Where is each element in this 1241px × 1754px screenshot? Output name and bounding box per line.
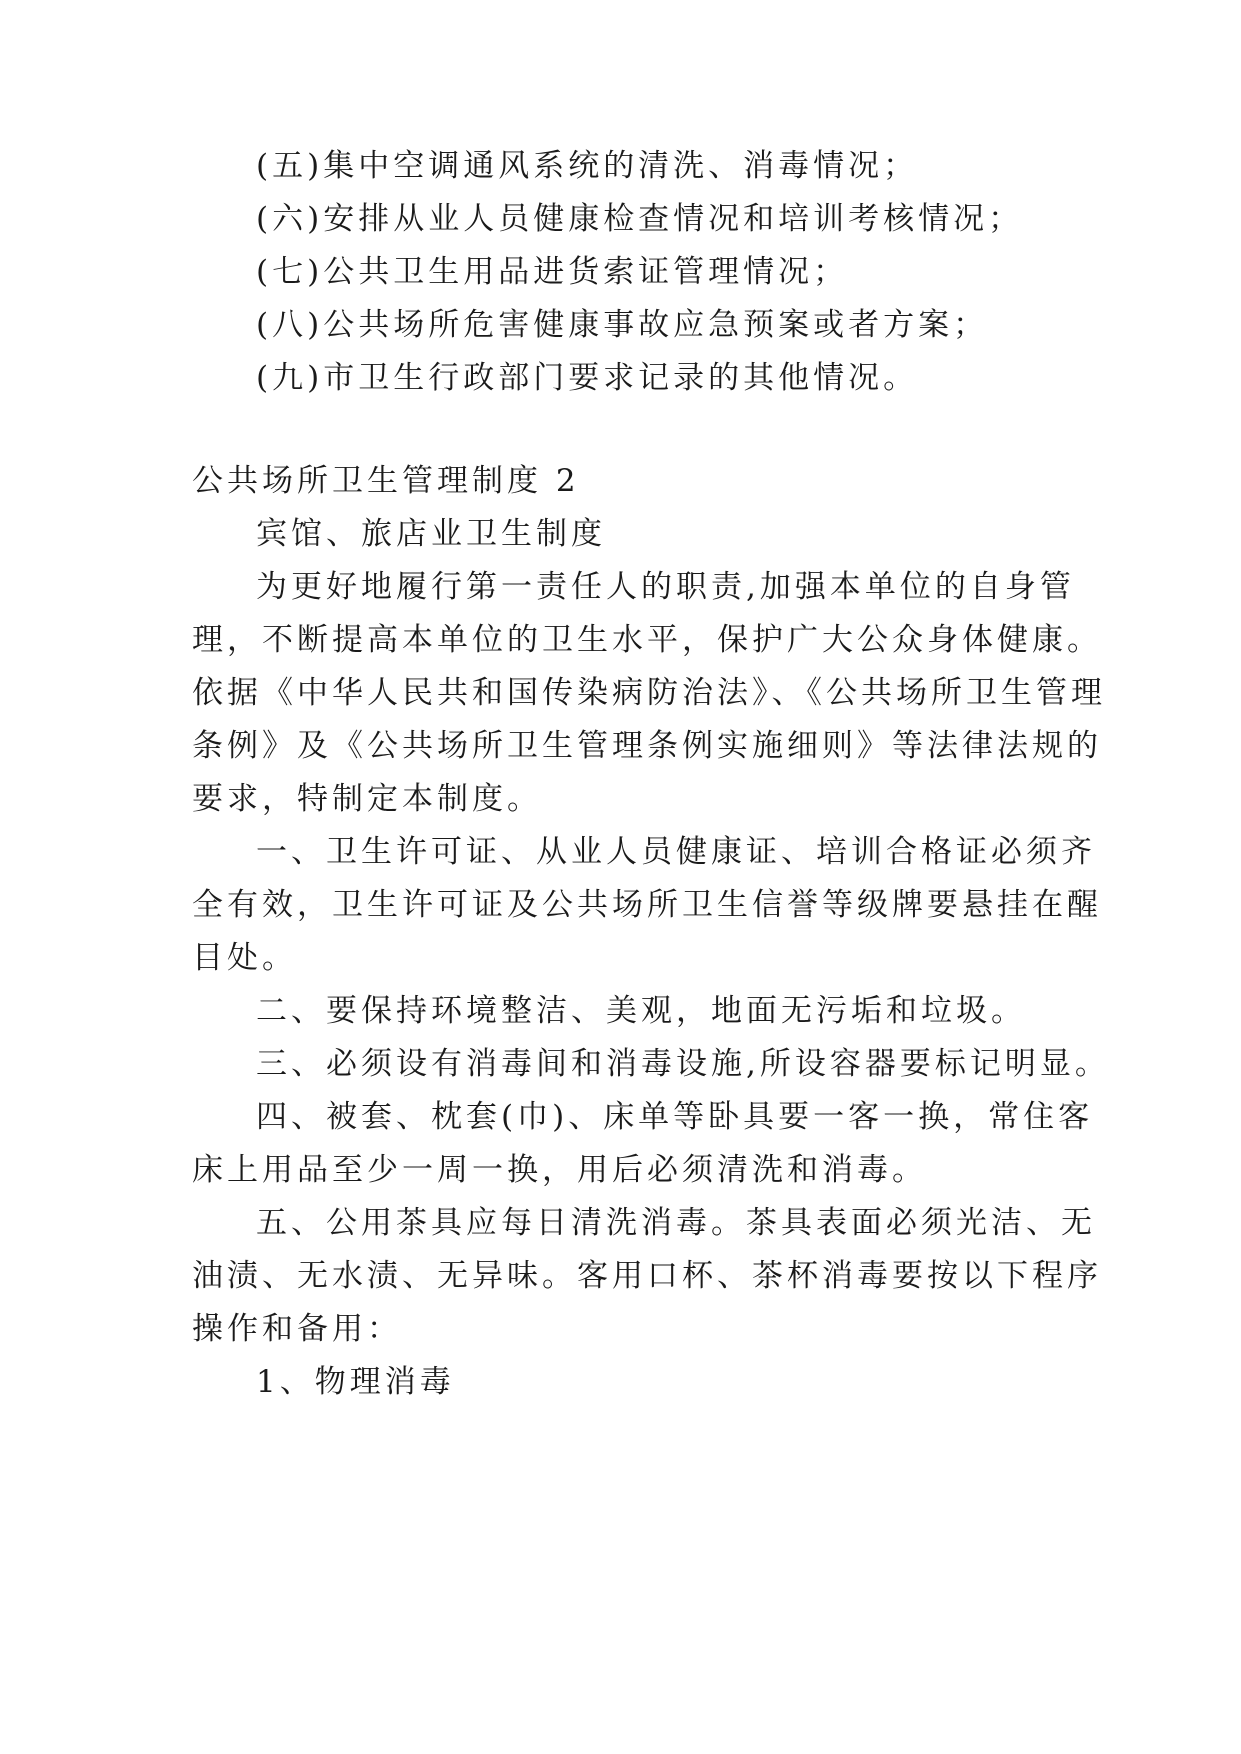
intro-line-2: 理，不断提高本单位的卫生水平，保护广大公众身体健康。: [192, 622, 1102, 658]
rule-3: 三、必须设有消毒间和消毒设施,所设容器要标记明显。: [256, 1046, 1110, 1082]
rule-5-line-1: 五、公用茶具应每日清洗消毒。茶具表面必须光洁、无: [256, 1205, 1096, 1241]
item-1: 1、物理消毒: [256, 1364, 455, 1400]
rule-1-line-1: 一、卫生许可证、从业人员健康证、培训合格证必须齐: [256, 834, 1096, 870]
list-item-7: (七)公共卫生用品进货索证管理情况；: [256, 254, 849, 290]
rule-4-line-2: 床上用品至少一周一换，用后必须清洗和消毒。: [192, 1152, 927, 1188]
list-item-5: (五)集中空调通风系统的清洗、消毒情况；: [256, 148, 919, 184]
intro-line-4: 条例》及《公共场所卫生管理条例实施细则》等法律法规的: [192, 728, 1102, 764]
intro-line-1: 为更好地履行第一责任人的职责,加强本单位的自身管: [256, 569, 1075, 605]
rule-4-line-1: 四、被套、枕套(巾)、床单等卧具要一客一换，常住客: [256, 1099, 1094, 1135]
rule-2: 二、要保持环境整洁、美观，地面无污垢和垃圾。: [256, 993, 1026, 1029]
rule-5-line-2: 油渍、无水渍、无异味。客用口杯、茶杯消毒要按以下程序: [192, 1258, 1102, 1294]
subtitle: 宾馆、旅店业卫生制度: [256, 516, 606, 552]
rule-1-line-2: 全有效，卫生许可证及公共场所卫生信誉等级牌要悬挂在醒: [192, 887, 1102, 923]
intro-line-5: 要求，特制定本制度。: [192, 781, 542, 817]
section-title: 公共场所卫生管理制度 2: [192, 463, 580, 499]
list-item-8: (八)公共场所危害健康事故应急预案或者方案；: [256, 307, 989, 343]
list-item-6: (六)安排从业人员健康检查情况和培训考核情况；: [256, 201, 1024, 237]
list-item-9: (九)市卫生行政部门要求记录的其他情况。: [256, 360, 919, 396]
rule-5-line-3: 操作和备用：: [192, 1311, 402, 1347]
rule-1-line-3: 目处。: [192, 940, 297, 976]
intro-line-3: 依据《中华人民共和国传染病防治法》、《公共场所卫生管理: [192, 675, 1106, 711]
